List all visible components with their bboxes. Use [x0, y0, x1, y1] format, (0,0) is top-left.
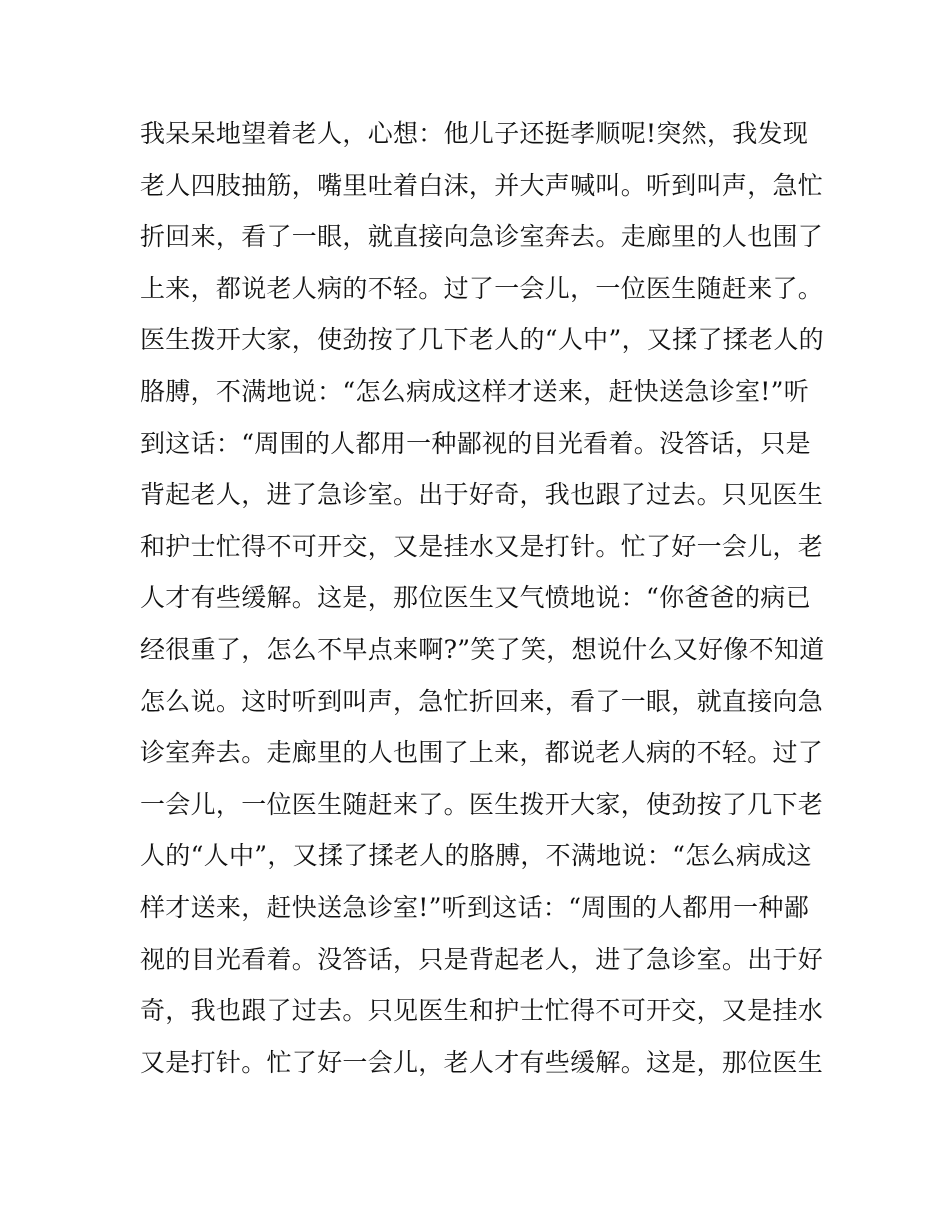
text-line-9: 和护士忙得不可开交，又是挂水又是打针。忙了好一会儿，老	[140, 531, 824, 561]
text-line-19: 又是打针。忙了好一会儿，老人才有些缓解。这是，那位医生	[140, 1047, 824, 1077]
text-line-8: 背起老人，进了急诊室。出于好奇，我也跟了过去。只见医生	[140, 480, 824, 510]
text-line-13: 诊室奔去。走廊里的人也围了上来，都说老人病的不轻。过了	[140, 738, 824, 768]
text-line-5: 医生拨开大家，使劲按了几下老人的“人中”，又揉了揉老人的	[140, 325, 824, 355]
text-line-15: 人的“人中”，又揉了揉老人的胳膊，不满地说：“怎么病成这	[140, 841, 812, 871]
text-line-6: 胳膊，不满地说：“怎么病成这样才送来，赶快送急诊室!”听	[140, 376, 810, 406]
text-line-12: 怎么说。这时听到叫声，急忙折回来，看了一眼，就直接向急	[140, 686, 824, 716]
text-line-18: 奇，我也跟了过去。只见医生和护士忙得不可开交，又是挂水	[140, 996, 824, 1026]
text-line-3: 折回来，看了一眼，就直接向急诊室奔去。走廊里的人也围了	[140, 222, 824, 252]
text-line-7: 到这话：“周围的人都用一种鄙视的目光看着。没答话，只是	[140, 428, 811, 458]
text-line-14: 一会儿，一位医生随赶来了。医生拨开大家，使劲按了几下老	[140, 789, 824, 819]
body-text	[140, 108, 825, 1088]
text-line-1: 我呆呆地望着老人，心想：他儿子还挺孝顺呢!突然，我发现	[140, 119, 809, 148]
text-line-2: 老人四肢抽筋，嘴里吐着白沫，并大声喊叫。听到叫声，急忙	[140, 170, 824, 200]
text-line-10: 人才有些缓解。这是，那位医生又气愤地说：“你爸爸的病已	[140, 583, 811, 613]
text-line-11: 经很重了，怎么不早点来啊?”笑了笑，想说什么又好像不知道	[140, 634, 825, 664]
text-line-17: 视的目光看着。没答话，只是背起老人，进了急诊室。出于好	[140, 944, 824, 974]
text-line-4: 上来，都说老人病的不轻。过了一会儿，一位医生随赶来了。	[140, 273, 824, 303]
text-line-16: 样才送来，赶快送急诊室!”听到这话：“周围的人都用一种鄙	[140, 892, 810, 922]
